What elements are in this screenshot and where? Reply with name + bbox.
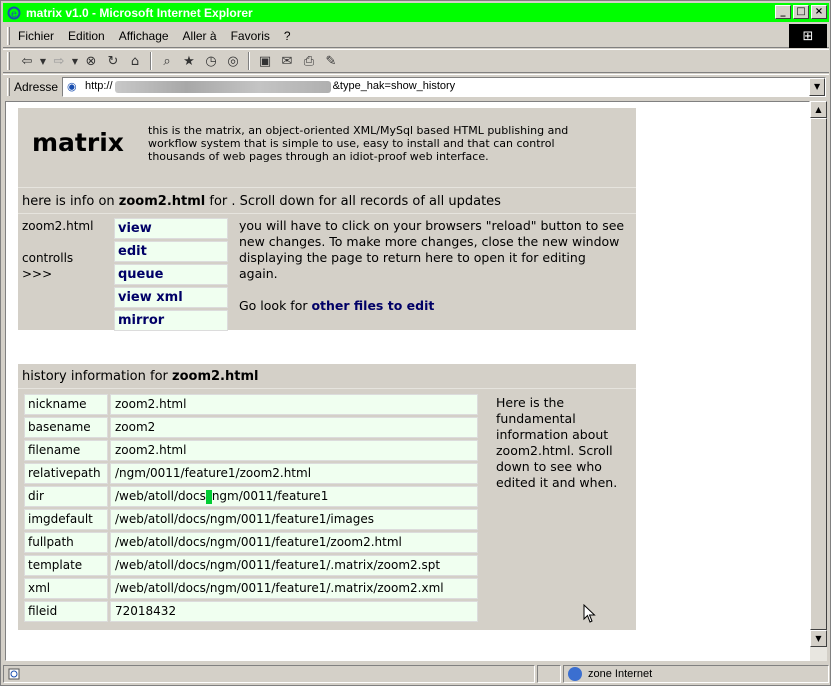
scroll-up-icon[interactable]: ▲ xyxy=(810,101,827,118)
table-row xyxy=(24,463,484,486)
table-row xyxy=(24,578,484,601)
field-key: fullpath xyxy=(24,532,108,553)
menu-fichier[interactable]: Fichier xyxy=(18,28,55,43)
security-zone xyxy=(563,665,829,683)
back-icon[interactable]: ⇦ xyxy=(21,53,33,69)
field-value: /web/atoll/docs ngm/0011/feature1 xyxy=(110,486,478,507)
go-look-line: Go look for other files to edit xyxy=(239,298,435,313)
toolbar-grip[interactable] xyxy=(7,27,10,45)
other-files-link[interactable]: other files to edit xyxy=(311,298,435,313)
stop-icon[interactable]: ⊗ xyxy=(85,53,97,69)
vertical-scrollbar[interactable] xyxy=(810,101,827,661)
field-key: filename xyxy=(24,440,108,461)
menu-aller-a[interactable]: Aller à xyxy=(182,28,217,43)
file-label: zoom2.html xyxy=(22,219,94,233)
search-icon[interactable]: ⌕ xyxy=(163,53,171,69)
field-value: zoom2 xyxy=(110,417,478,438)
print-icon[interactable]: ⎙ xyxy=(303,53,315,69)
minimize-button[interactable]: _ xyxy=(775,5,791,19)
matrix-page xyxy=(18,108,636,630)
view-xml-button[interactable]: view xml xyxy=(114,287,228,308)
page-status-icon xyxy=(8,668,20,680)
field-value: /web/atoll/docs/ngm/0011/feature1/.matrix/zoom2.spt xyxy=(110,555,478,576)
zone-label: zone Internet xyxy=(588,668,653,680)
home-icon[interactable]: ⌂ xyxy=(130,53,140,69)
address-url[interactable]: http:// &type_hak=show_history xyxy=(85,80,456,93)
field-key: imgdefault xyxy=(24,509,108,530)
page-icon: ◉ xyxy=(67,79,77,93)
address-input[interactable] xyxy=(62,77,826,97)
scroll-down-icon[interactable]: ▼ xyxy=(810,630,827,647)
ie-icon xyxy=(6,5,22,21)
controls-arrow: >>> xyxy=(22,267,53,281)
forward-dropdown-icon[interactable]: ▼ xyxy=(71,56,79,66)
field-key: basename xyxy=(24,417,108,438)
control-buttons xyxy=(110,214,238,330)
table-row xyxy=(24,440,484,463)
info-file: zoom2.html xyxy=(118,194,206,209)
field-key: template xyxy=(24,555,108,576)
field-key: relativepath xyxy=(24,463,108,484)
address-label: Adresse xyxy=(14,79,59,94)
mouse-pointer-icon xyxy=(583,604,597,624)
field-value: 72018432 xyxy=(110,601,478,622)
refresh-icon[interactable]: ↻ xyxy=(107,53,119,69)
mail-icon[interactable]: ✉ xyxy=(281,53,293,69)
status-text xyxy=(3,665,535,683)
view-button[interactable]: view xyxy=(114,218,228,239)
history-section xyxy=(18,364,636,630)
forward-icon[interactable]: ⇨ xyxy=(53,53,65,69)
channels-icon[interactable]: ◎ xyxy=(227,53,239,69)
history-heading: history information for zoom2.html xyxy=(18,364,636,389)
field-value: /web/atoll/docs/ngm/0011/feature1/zoom2.html xyxy=(110,532,478,553)
field-value: /ngm/0011/feature1/zoom2.html xyxy=(110,463,478,484)
field-key: fileid xyxy=(24,601,108,622)
address-dropdown-icon[interactable]: ▼ xyxy=(809,78,825,96)
controls-section xyxy=(18,213,636,330)
history-table xyxy=(24,394,484,624)
maximize-button[interactable]: □ xyxy=(793,5,809,19)
title-bar[interactable] xyxy=(3,3,829,22)
intro-text: this is the matrix, an object-oriented XML/MySql based HTML publishing and workflow system that is simple to use, easy to install and that can control thousands of web pages through an idiot-proof web interface. xyxy=(148,124,569,163)
field-key: nickname xyxy=(24,394,108,415)
page-header xyxy=(18,108,636,187)
table-row xyxy=(24,532,484,555)
menu-affichage[interactable]: Affichage xyxy=(118,28,169,43)
edit-icon[interactable]: ✎ xyxy=(325,53,337,69)
menu-favoris[interactable]: Favoris xyxy=(230,28,270,43)
page-viewport[interactable] xyxy=(5,101,810,661)
close-button[interactable]: × xyxy=(811,5,827,19)
menu-bar xyxy=(3,24,829,48)
history-icon[interactable]: ◷ xyxy=(205,53,217,69)
reload-instructions xyxy=(238,214,628,330)
svg-text:e: e xyxy=(11,8,17,20)
field-value: /web/atoll/docs/ngm/0011/feature1/.matrix/zoom2.xml xyxy=(110,578,478,599)
field-value: /web/atoll/docs/ngm/0011/feature1/images xyxy=(110,509,478,530)
info-line: here is info on zoom2.html for . Scroll down for all records of all updates xyxy=(18,187,636,213)
window-title: matrix v1.0 - Microsoft Internet Explorer xyxy=(26,5,253,20)
controls-label: controlls xyxy=(22,251,74,265)
address-bar xyxy=(3,74,829,98)
mirror-button[interactable]: mirror xyxy=(114,310,228,331)
toolbar-separator xyxy=(150,52,152,70)
status-panel xyxy=(537,665,561,683)
toolbar-grip[interactable] xyxy=(7,78,10,96)
fullscreen-icon[interactable]: ▣ xyxy=(258,53,272,69)
queue-button[interactable]: queue xyxy=(114,264,228,285)
table-row xyxy=(24,486,484,509)
field-value: zoom2.html xyxy=(110,394,478,415)
reload-note: you will have to click on your browsers "reload" button to see new changes. To make more changes, close the new window displaying the page to return here to open it for editing again. xyxy=(239,218,625,281)
matrix-logo: matrix xyxy=(32,128,124,157)
status-bar xyxy=(3,663,829,685)
windows-logo-icon: ⊞ xyxy=(789,24,827,48)
scroll-thumb[interactable] xyxy=(810,118,827,630)
back-dropdown-icon[interactable]: ▼ xyxy=(39,56,47,66)
redacted-url-part xyxy=(115,81,331,93)
controls-labels xyxy=(18,214,110,330)
toolbar-grip[interactable] xyxy=(7,52,10,70)
field-key: dir xyxy=(24,486,108,507)
menu-help[interactable]: ? xyxy=(283,28,291,43)
field-key: xml xyxy=(24,578,108,599)
table-row xyxy=(24,417,484,440)
menu-edition[interactable]: Edition xyxy=(68,28,105,43)
table-row xyxy=(24,394,484,417)
favorites-icon[interactable]: ★ xyxy=(183,53,195,69)
table-row xyxy=(24,601,484,624)
standard-toolbar xyxy=(3,49,829,73)
history-note: Here is the fundamental information about zoom2.html. Scroll down to see who edited it and when. xyxy=(496,395,618,490)
globe-icon xyxy=(568,667,582,681)
table-row xyxy=(24,555,484,578)
toolbar-separator xyxy=(248,52,250,70)
edit-button[interactable]: edit xyxy=(114,241,228,262)
table-row xyxy=(24,509,484,532)
field-value: zoom2.html xyxy=(110,440,478,461)
